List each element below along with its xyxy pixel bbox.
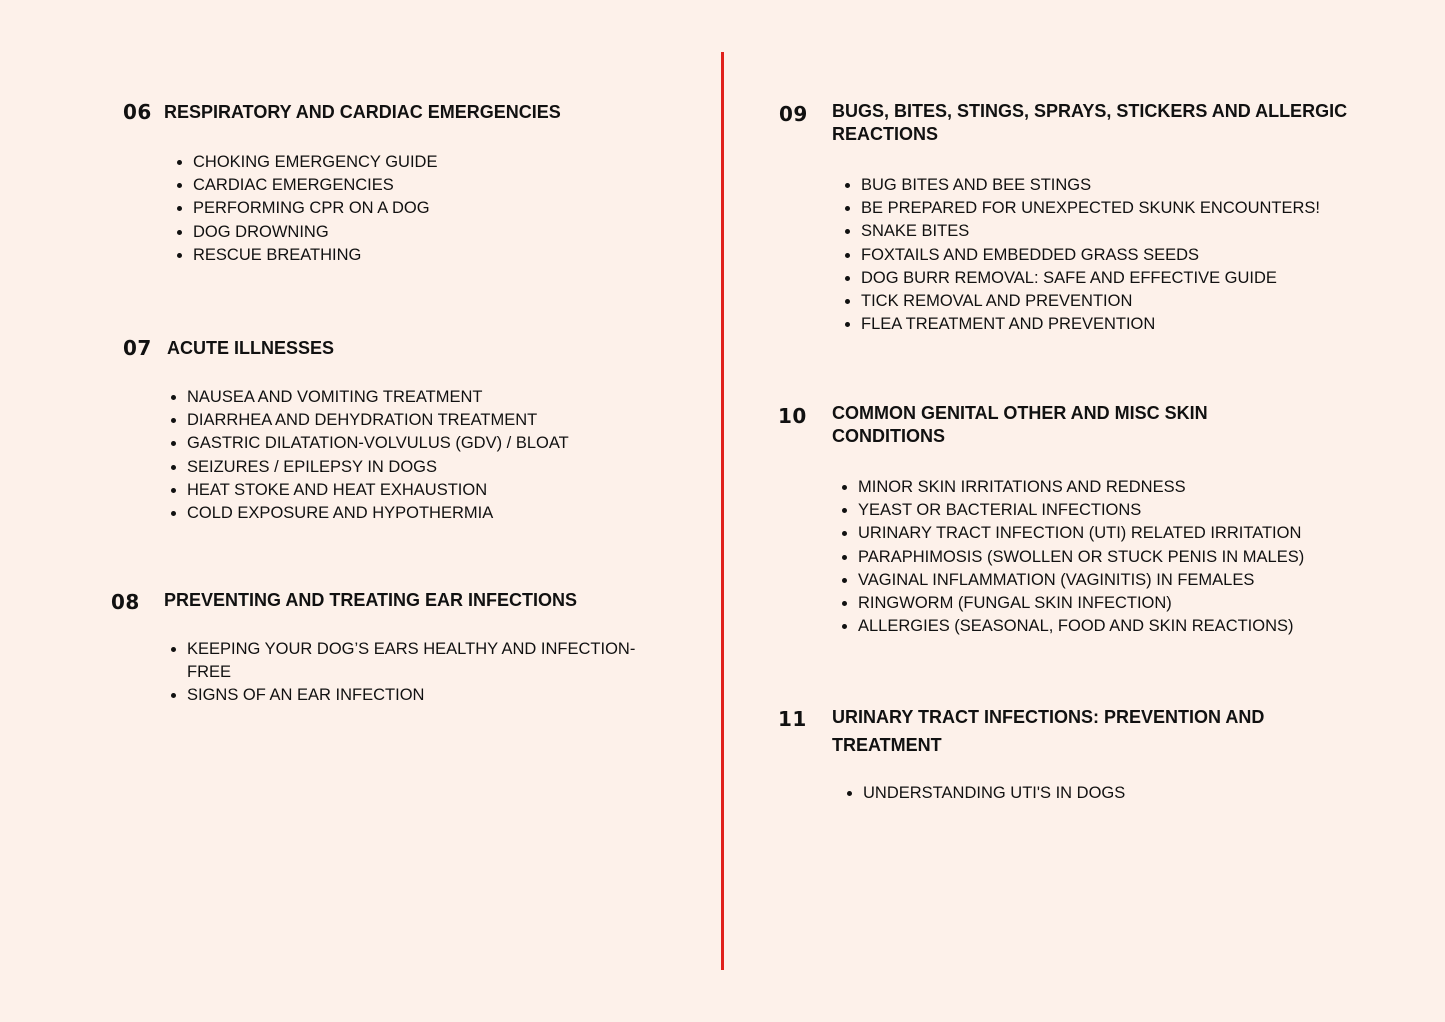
- section-number: 09: [779, 102, 808, 126]
- list-item: SNAKE BITES: [861, 220, 1381, 243]
- list-item: RINGWORM (FUNGAL SKIN INFECTION): [858, 592, 1378, 615]
- topic-list: [858, 476, 1378, 638]
- section-08: [111, 590, 691, 705]
- section-header: [111, 590, 691, 636]
- list-item: UNDERSTANDING UTI'S IN DOGS: [863, 782, 1363, 805]
- topic-list: [863, 782, 1363, 805]
- topic-list: [187, 638, 657, 708]
- section-title: URINARY TRACT INFECTIONS: PREVENTION AND TREATMENT: [832, 707, 1265, 755]
- section-header: [778, 402, 1398, 462]
- list-item: BE PREPARED FOR UNEXPECTED SKUNK ENCOUNTERS!: [861, 197, 1381, 220]
- list-item: FOXTAILS AND EMBEDDED GRASS SEEDS: [861, 244, 1381, 267]
- list-item: SIGNS OF AN EAR INFECTION: [187, 684, 657, 707]
- column-divider: [721, 52, 724, 970]
- list-item: BUG BITES AND BEE STINGS: [861, 174, 1381, 197]
- section-title: COMMON GENITAL OTHER AND MISC SKIN CONDITIONS: [832, 403, 1208, 446]
- list-item: COLD EXPOSURE AND HYPOTHERMIA: [187, 502, 667, 525]
- section-header: [779, 100, 1399, 160]
- list-item: PARAPHIMOSIS (SWOLLEN OR STUCK PENIS IN MALES): [858, 546, 1378, 569]
- list-item: FLEA TREATMENT AND PREVENTION: [861, 313, 1381, 336]
- section-header: [778, 703, 1398, 763]
- section-number: 06: [123, 100, 152, 124]
- list-item: CARDIAC EMERGENCIES: [193, 174, 673, 197]
- section-header: [123, 100, 683, 146]
- section-number: 08: [111, 590, 140, 614]
- list-item: YEAST OR BACTERIAL INFECTIONS: [858, 499, 1378, 522]
- section-09: [779, 100, 1399, 334]
- list-item: DOG DROWNING: [193, 221, 673, 244]
- list-item: CHOKING EMERGENCY GUIDE: [193, 151, 673, 174]
- section-11: [778, 703, 1398, 802]
- list-item: GASTRIC DILATATION-VOLVULUS (GDV) / BLOAT: [187, 432, 667, 455]
- topic-list: [861, 174, 1381, 336]
- section-07: [123, 336, 683, 523]
- list-item: SEIZURES / EPILEPSY IN DOGS: [187, 456, 667, 479]
- list-item: TICK REMOVAL AND PREVENTION: [861, 290, 1381, 313]
- section-title: RESPIRATORY AND CARDIAC EMERGENCIES: [164, 102, 561, 122]
- list-item: NAUSEA AND VOMITING TREATMENT: [187, 386, 667, 409]
- section-06: [123, 100, 683, 264]
- list-item: DIARRHEA AND DEHYDRATION TREATMENT: [187, 409, 667, 432]
- section-number: 10: [778, 404, 807, 428]
- section-header: [123, 336, 683, 382]
- section-title: PREVENTING AND TREATING EAR INFECTIONS: [164, 590, 578, 610]
- list-item: RESCUE BREATHING: [193, 244, 673, 267]
- list-item: VAGINAL INFLAMMATION (VAGINITIS) IN FEMALES: [858, 569, 1378, 592]
- list-item: PERFORMING CPR ON A DOG: [193, 197, 673, 220]
- topic-list: [193, 151, 673, 267]
- section-number: 07: [123, 336, 152, 360]
- list-item: KEEPING YOUR DOG’S EARS HEALTHY AND INFECTION-FREE: [187, 638, 657, 684]
- section-title: BUGS, BITES, STINGS, SPRAYS, STICKERS AND ALLERGIC REACTIONS: [832, 101, 1348, 144]
- list-item: MINOR SKIN IRRITATIONS AND REDNESS: [858, 476, 1378, 499]
- list-item: HEAT STOKE AND HEAT EXHAUSTION: [187, 479, 667, 502]
- list-item: URINARY TRACT INFECTION (UTI) RELATED IRRITATION: [858, 522, 1378, 545]
- list-item: ALLERGIES (SEASONAL, FOOD AND SKIN REACTIONS): [858, 615, 1378, 638]
- list-item: DOG BURR REMOVAL: SAFE AND EFFECTIVE GUIDE: [861, 267, 1381, 290]
- topic-list: [187, 386, 667, 525]
- section-title: ACUTE ILLNESSES: [167, 338, 335, 358]
- section-number: 11: [778, 707, 807, 731]
- section-10: [778, 402, 1398, 636]
